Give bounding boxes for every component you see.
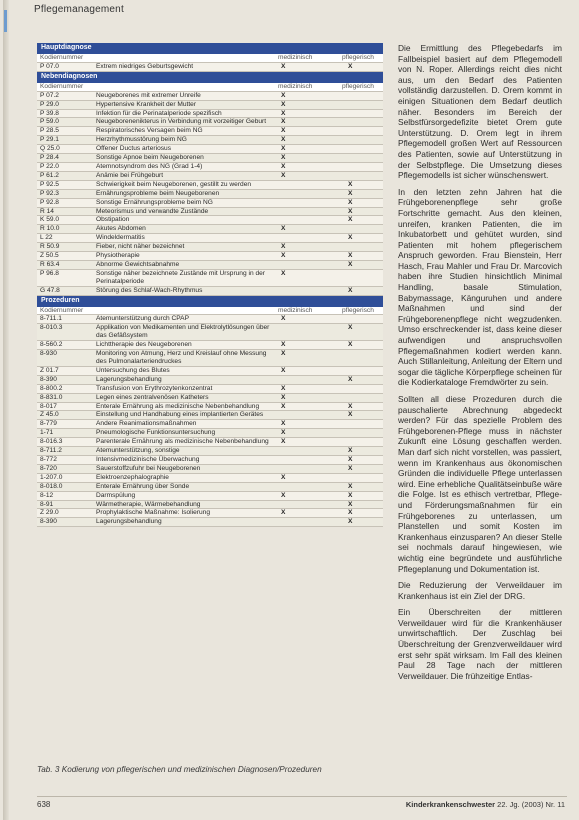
- description-cell: Lagerungsbehandlung: [96, 518, 162, 526]
- nursing-mark: [342, 136, 396, 144]
- nursing-mark: [342, 350, 396, 366]
- description-cell: Parenterale Ernährung als medizinische Nebenbehandlung: [96, 438, 269, 446]
- code-cell: P 96.8: [40, 269, 59, 277]
- code-cell: 8-800.2: [40, 384, 63, 392]
- table-row: [37, 501, 383, 510]
- table-row: [37, 403, 383, 412]
- column-header: pflegerisch: [342, 54, 374, 61]
- description-cell: Offener Ductus arteriosus: [96, 145, 172, 153]
- description-cell: Atemunterstützung, sonstige: [96, 447, 180, 455]
- edge-marker: [4, 10, 7, 32]
- code-cell: 8-12: [40, 491, 54, 499]
- description-cell: Hypertensive Krankheit der Mutter: [96, 100, 197, 108]
- column-header: pflegerisch: [342, 82, 374, 90]
- description-cell: Untersuchung des Blutes: [96, 366, 170, 374]
- coding-table: [37, 43, 383, 527]
- table-row: [37, 216, 383, 225]
- nursing-mark: [342, 429, 396, 437]
- medical-mark: X: [281, 350, 286, 358]
- description-cell: Störung des Schlaf-Wach-Rhythmus: [96, 286, 203, 294]
- medical-mark: X: [281, 402, 286, 410]
- description-cell: Darmspülung: [96, 491, 136, 499]
- description-cell: Transfusion von Erythrozytenkonzentrat: [96, 384, 213, 392]
- nursing-mark: X: [348, 286, 353, 294]
- medical-mark: X: [281, 252, 286, 260]
- code-cell: P 29.0: [40, 100, 59, 108]
- code-cell: P 28.5: [40, 127, 59, 135]
- code-cell: Z 45.0: [40, 411, 59, 419]
- table-row: [37, 394, 383, 403]
- description-cell: Sonstige näher bezeichnete Zustände mit Ursprung in der Perinatalperiode: [96, 269, 265, 285]
- code-cell: Z 29.0: [40, 509, 59, 517]
- column-header: [93, 54, 275, 62]
- medical-mark: X: [281, 62, 286, 70]
- code-cell: 8-016.3: [40, 438, 63, 446]
- medical-mark: X: [281, 136, 286, 144]
- code-cell: 8-779: [40, 420, 57, 428]
- description-cell: Physiotherapie: [96, 252, 140, 260]
- table-row: [37, 324, 383, 341]
- page-section-title: Pflegemanagement: [34, 4, 124, 15]
- table-row: [37, 181, 383, 190]
- code-cell: 8-390: [40, 518, 57, 526]
- description-cell: Ernährungsprobleme beim Neugeborenen: [96, 189, 220, 197]
- code-cell: P 22.0: [40, 162, 59, 170]
- nursing-mark: [342, 243, 396, 251]
- medical-mark: X: [281, 162, 286, 170]
- code-cell: R 63.4: [40, 260, 60, 268]
- description-cell: Anämie bei Frühgeburt: [96, 171, 164, 179]
- description-cell: Neugeborenes mit extremer Unreife: [96, 91, 201, 99]
- table-row: [37, 270, 383, 287]
- table-row: [37, 118, 383, 127]
- description-cell: Lichttherapie des Neugeborenen: [96, 341, 192, 349]
- section-header: Nebendiagnosen: [37, 72, 383, 83]
- code-cell: P 92.8: [40, 198, 59, 206]
- description-cell: Respiratorisches Versagen beim NG: [96, 127, 203, 135]
- nursing-mark: [342, 110, 396, 118]
- description-cell: Enterale Ernährung über Sonde: [96, 482, 190, 490]
- code-cell: R 10.0: [40, 225, 60, 233]
- page-number: 638: [37, 800, 51, 809]
- table-row: [37, 465, 383, 474]
- medical-mark: [275, 456, 342, 464]
- code-cell: 8-711.2: [40, 447, 62, 455]
- nursing-mark: X: [348, 411, 353, 419]
- nursing-mark: X: [348, 375, 353, 383]
- medical-mark: [275, 483, 342, 491]
- nursing-mark: [342, 145, 396, 153]
- table-row: [37, 101, 383, 110]
- table-row: [37, 234, 383, 243]
- description-cell: Atemnotsyndrom des NG (Grad 1-4): [96, 162, 203, 170]
- medical-mark: X: [281, 315, 286, 323]
- nursing-mark: X: [348, 62, 353, 70]
- description-cell: Prophylaktische Maßnahme: Isolierung: [96, 509, 210, 517]
- description-cell: Obstipation: [96, 216, 130, 224]
- medical-mark: [275, 216, 342, 224]
- table-row: [37, 411, 383, 420]
- medical-mark: X: [281, 491, 286, 499]
- code-cell: 8-711.1: [40, 315, 62, 323]
- journal-info: [406, 800, 565, 809]
- medical-mark: [275, 208, 342, 216]
- table-row: [37, 208, 383, 217]
- code-cell: P 92.3: [40, 189, 59, 197]
- description-cell: Intensivmedizinische Überwachung: [96, 455, 200, 463]
- nursing-mark: X: [348, 509, 353, 517]
- code-cell: 8-018.0: [40, 482, 63, 490]
- description-cell: Abnorme Gewichtsabnahme: [96, 260, 180, 268]
- column-header: medizinisch: [278, 54, 313, 61]
- code-cell: P 07.0: [40, 62, 59, 70]
- medical-mark: X: [281, 145, 286, 153]
- medical-mark: X: [281, 473, 286, 481]
- nursing-mark: X: [348, 260, 353, 268]
- table-row: [37, 145, 383, 154]
- medical-mark: X: [281, 91, 286, 99]
- description-cell: Windeldermatitis: [96, 234, 145, 242]
- medical-mark: [275, 181, 342, 189]
- footer-rule: [37, 796, 567, 797]
- code-cell: Z 01.7: [40, 366, 59, 374]
- section-header: Hauptdiagnose: [37, 43, 383, 54]
- table-row: [37, 136, 383, 145]
- column-header: Kodiernummer: [40, 306, 84, 314]
- code-cell: 8-017: [40, 402, 57, 410]
- nursing-mark: [342, 154, 396, 162]
- nursing-mark: X: [348, 518, 353, 526]
- nursing-mark: [342, 270, 396, 286]
- page-spine: [3, 0, 9, 820]
- description-cell: Herzrhythmusstörung beim NG: [96, 136, 187, 144]
- medical-mark: [275, 261, 342, 269]
- table-row: [37, 92, 383, 101]
- nursing-mark: X: [348, 189, 353, 197]
- description-cell: Schwierigkeit beim Neugeborenen, gestillt zu werden: [96, 180, 252, 188]
- journal-issue: 22. Jg. (2003) Nr. 11: [497, 800, 565, 809]
- column-header-row: [37, 307, 383, 316]
- body-text-column: [398, 43, 562, 687]
- nursing-mark: [342, 92, 396, 100]
- body-paragraph: In den letzten zehn Jahren hat die Frühgeborenenpflege sehr große Fortschritte gemacht. Aus den kleinen, unreifen, kranken Patienten, die im Inkubatorbett und gehütet wurden, sind Patienten mit hohem pflegerischem Anspruch geworden. Frau Bienstein, Herr Hasch, Frau Mahler und Frau Dr. Marcovich haben ihre Studien hinsichtlich Minimal Handling, basale Stimulation, Babymassage, Känguruhen und andere Maßnahmen und sind der Frühgeborenenpflege nicht wegzudenken. Umso erschreckender ist, dass keine dieser aufwendigen und anspruchsvollen Pflegemaßnahmen kodiert werden kann. Auch Stillanleitung, Anleitung der Eltern und sogar die tägliche Körperpflege scheinen für die Kodierkataloge Fremdwörter zu sein.: [398, 186, 562, 388]
- medical-mark: X: [281, 429, 286, 437]
- column-header: [93, 83, 275, 91]
- table-row: [37, 350, 383, 367]
- description-cell: Akutes Abdomen: [96, 225, 146, 233]
- code-cell: 8-720: [40, 464, 57, 472]
- description-cell: Lagerungsbehandlung: [96, 375, 162, 383]
- column-header-row: [37, 83, 383, 92]
- description-cell: Pneumologische Funktionsuntersuchung: [96, 429, 216, 437]
- nursing-mark: X: [348, 198, 353, 206]
- description-cell: Atemunterstützung durch CPAP: [96, 315, 189, 323]
- medical-mark: X: [281, 243, 286, 251]
- description-cell: Sonstige Ernährungsprobleme beim NG: [96, 198, 213, 206]
- nursing-mark: [342, 172, 396, 180]
- medical-mark: X: [281, 420, 286, 428]
- medical-mark: X: [281, 366, 286, 374]
- nursing-mark: [342, 438, 396, 446]
- table-row: [37, 261, 383, 270]
- nursing-mark: X: [348, 207, 353, 215]
- nursing-mark: [342, 225, 396, 233]
- nursing-mark: X: [348, 500, 353, 508]
- table-row: [37, 509, 383, 518]
- section-header: Prozeduren: [37, 296, 383, 307]
- code-cell: G 47.8: [40, 286, 60, 294]
- column-header-row: [37, 54, 383, 63]
- table-row: [37, 376, 383, 385]
- medical-mark: X: [281, 171, 286, 179]
- table-row: [37, 518, 383, 527]
- code-cell: K 59.0: [40, 216, 60, 224]
- column-header: Kodiernummer: [40, 82, 84, 90]
- nursing-mark: X: [348, 341, 353, 349]
- description-cell: Wärmetherapie, Wärmebehandlung: [96, 500, 201, 508]
- table-row: [37, 172, 383, 181]
- medical-mark: [275, 501, 342, 509]
- code-cell: P 39.8: [40, 109, 59, 117]
- medical-mark: [275, 234, 342, 242]
- table-row: [37, 474, 383, 483]
- nursing-mark: X: [348, 324, 353, 332]
- code-cell: R 14: [40, 207, 54, 215]
- nursing-mark: [342, 367, 396, 375]
- medical-mark: X: [281, 225, 286, 233]
- table-row: [37, 190, 383, 199]
- medical-mark: [275, 518, 342, 526]
- nursing-mark: X: [348, 402, 353, 410]
- table-row: [37, 243, 383, 252]
- medical-mark: [275, 190, 342, 198]
- nursing-mark: X: [348, 482, 353, 490]
- nursing-mark: X: [348, 234, 353, 242]
- table-row: [37, 456, 383, 465]
- table-row: [37, 483, 383, 492]
- code-cell: 8-91: [40, 500, 54, 508]
- code-cell: 8-772: [40, 455, 57, 463]
- description-cell: Andere Reanimationsmaßnahmen: [96, 420, 197, 428]
- table-row: [37, 163, 383, 172]
- body-paragraph: Ein Überschreiten der mittleren Verweildauer wird für die Krankenhäuser unwirtschaftlich. Der Zuschlag bei Überschreitung der Grenzverweildauer wird erst sehr spät wirksam. Im Fall des kleinen Paul 28 Tage nach der mittleren Verweildauer. Die frühzeitige Entlas-: [398, 607, 562, 681]
- column-header: medizinisch: [278, 306, 313, 314]
- code-cell: 1-71: [40, 429, 54, 437]
- table-row: [37, 447, 383, 456]
- medical-mark: X: [281, 127, 286, 135]
- nursing-mark: [342, 394, 396, 402]
- medical-mark: [275, 411, 342, 419]
- medical-mark: X: [281, 341, 286, 349]
- table-row: [37, 252, 383, 261]
- table-row: [37, 341, 383, 350]
- medical-mark: [275, 447, 342, 455]
- description-cell: Infektion für die Perinatalperiode spezifisch: [96, 109, 222, 117]
- table-row: [37, 438, 383, 447]
- medical-mark: [275, 199, 342, 207]
- medical-mark: X: [281, 100, 286, 108]
- nursing-mark: X: [348, 447, 353, 455]
- table-caption: Tab. 3 Kodierung von pflegerischen und medizinischen Diagnosen/Prozeduren: [37, 765, 322, 774]
- table-row: [37, 420, 383, 429]
- medical-mark: X: [281, 509, 286, 517]
- code-cell: 8-930: [40, 350, 57, 358]
- table-row: [37, 492, 383, 501]
- description-cell: Einstellung und Handhabung eines implantierten Gerätes: [96, 411, 264, 419]
- description-cell: Enterale Ernährung als medizinische Nebenbehandlung: [96, 402, 260, 410]
- description-cell: Fieber, nicht näher bezeichnet: [96, 243, 185, 251]
- code-cell: P 61.2: [40, 171, 59, 179]
- description-cell: Applikation von Medikamenten und Elektrolytlösungen über das Gefäßsystem: [96, 324, 270, 340]
- description-cell: Legen eines zentralvenösen Katheters: [96, 393, 209, 401]
- medical-mark: X: [281, 269, 286, 277]
- code-cell: 1-207.0: [40, 473, 63, 481]
- description-cell: Meteorismus und verwandte Zustände: [96, 207, 209, 215]
- code-cell: P 07.2: [40, 91, 59, 99]
- nursing-mark: [342, 385, 396, 393]
- medical-mark: [275, 465, 342, 473]
- medical-mark: X: [281, 393, 286, 401]
- code-cell: P 92.5: [40, 180, 59, 188]
- body-paragraph: Die Ermittlung des Pflegebedarfs im Fallbeispiel basiert auf dem Pflegemodell von N. Roper. Allerdings reicht dies nicht aus, um den Bedarf des Patienten vollständig darzustellen. D. Orem kommt in einigen Situationen dem Bedarf deutlich näher. Besonders im Bereich der Selbstfürsorgedefizite bietet Orem gute Unterstützung. D. Orem legt in ihrem Pflegemodell großen Wert auf Ressourcen des Patienten, sowie auf Unterstützung in der Selbstpflege. Die Umsetzung dieses Pflegemodells ist sicher wünschenswert.: [398, 43, 562, 181]
- table-row: [37, 287, 383, 296]
- code-cell: Q 25.0: [40, 145, 60, 153]
- column-header: Kodiernummer: [40, 54, 84, 61]
- description-cell: Extrem niedriges Geburtsgewicht: [96, 62, 194, 70]
- medical-mark: X: [281, 118, 286, 126]
- table-row: [37, 225, 383, 234]
- code-cell: R 50.9: [40, 243, 60, 251]
- medical-mark: X: [281, 154, 286, 162]
- medical-mark: [275, 287, 342, 295]
- medical-mark: [275, 376, 342, 384]
- medical-mark: X: [281, 109, 286, 117]
- table-row: [37, 367, 383, 376]
- medical-mark: X: [281, 384, 286, 392]
- nursing-mark: [342, 420, 396, 428]
- code-cell: 8-560.2: [40, 341, 63, 349]
- table-row: [37, 154, 383, 163]
- description-cell: Elektroenzephalographie: [96, 473, 169, 481]
- body-paragraph: Sollten all diese Prozeduren durch die pauschalierte Abrechnung abgedeckt werden? Für das spezielle Problem des Frühgeborenen-Pflege muss in nächster Zukunft eine Lösung geschaffen werden. Man darf sich nicht vorstellen, was passiert, wenn im Krankenhaus aus ökonomischen Gründen die individuelle Pflege unterlassen wird. Eine erhebliche Qualitätseinbuße wäre die Folge. Ist es ethisch vertretbar, Pflege- und Förderungsmaßnahmen für ein Frühgeborenes zu unterlassen, um Planstellen und somit Kosten im Krankenhaus einzusparen? An dieser Stelle sei nochmals darauf hingewiesen, wie wichtig eine begründete und ausführliche Pflegeplanung und Dokumentation ist.: [398, 394, 562, 574]
- nursing-mark: X: [348, 455, 353, 463]
- table-row: [37, 315, 383, 324]
- table-row: [37, 63, 383, 72]
- description-cell: Neugeborenenikterus in Verbindung mit vorzeitiger Geburt: [96, 118, 267, 126]
- nursing-mark: X: [348, 216, 353, 224]
- table-row: [37, 110, 383, 119]
- nursing-mark: X: [348, 252, 353, 260]
- description-cell: Sauerstoffzufuhr bei Neugeborenen: [96, 464, 201, 472]
- nursing-mark: X: [348, 491, 353, 499]
- code-cell: 8-831.0: [40, 393, 63, 401]
- table-row: [37, 127, 383, 136]
- nursing-mark: [342, 127, 396, 135]
- body-paragraph: Die Reduzierung der Verweildauer im Krankenhaus ist ein Ziel der DRG.: [398, 580, 562, 601]
- code-cell: P 29.1: [40, 136, 59, 144]
- column-header: pflegerisch: [342, 306, 374, 314]
- code-cell: L 22: [40, 234, 53, 242]
- nursing-mark: [342, 474, 396, 482]
- nursing-mark: X: [348, 464, 353, 472]
- nursing-mark: [342, 118, 396, 126]
- column-header: medizinisch: [278, 82, 313, 90]
- code-cell: Z 50.5: [40, 252, 59, 260]
- code-cell: 8-390: [40, 375, 57, 383]
- code-cell: P 59.0: [40, 118, 59, 126]
- medical-mark: [275, 324, 342, 340]
- nursing-mark: [342, 101, 396, 109]
- code-cell: 8-010.3: [40, 324, 63, 332]
- code-cell: P 28.4: [40, 154, 59, 162]
- nursing-mark: X: [348, 180, 353, 188]
- description-cell: Monitoring von Atmung, Herz und Kreislauf ohne Messung des Pulmonalarteriendruckes: [96, 350, 267, 365]
- nursing-mark: [342, 163, 396, 171]
- table-row: [37, 199, 383, 208]
- nursing-mark: [342, 315, 396, 323]
- description-cell: Sonstige Apnoe beim Neugeborenen: [96, 154, 204, 162]
- journal-name: Kinderkrankenschwester: [405, 800, 496, 809]
- column-header: [93, 307, 275, 315]
- table-row: [37, 429, 383, 438]
- medical-mark: X: [281, 438, 286, 446]
- table-row: [37, 385, 383, 394]
